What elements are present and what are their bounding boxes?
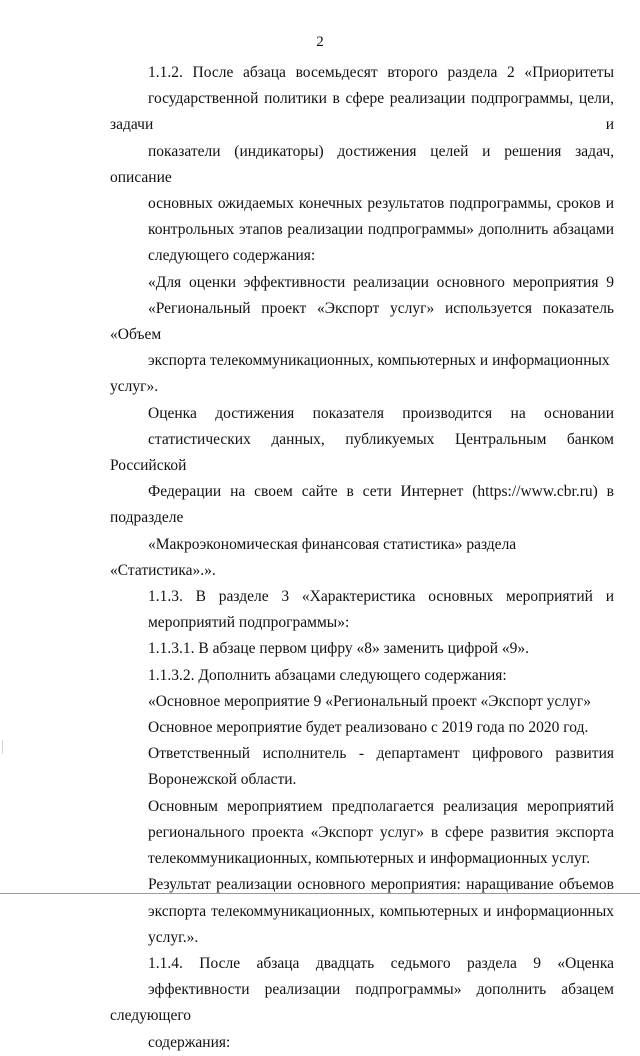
- paragraph-indicator-assessment: [110, 401, 614, 584]
- page-bottom-edge: [0, 893, 640, 894]
- paragraph-main-activity-9: [110, 689, 614, 715]
- text-line: показатели (индикаторы) достижения целей и решения задач, описание: [110, 142, 614, 186]
- text-line: экспорта телекоммуникационных, компьютерных и информационных: [148, 902, 614, 920]
- text-line: регионального проекта «Экспорт услуг» в сфере развития экспорта: [148, 823, 614, 841]
- text-line: «Макроэкономическая финансовая статистика» раздела «Статистика».».: [110, 535, 517, 579]
- text-line: «Основное мероприятие 9 «Региональный проект «Экспорт услуг»: [148, 692, 592, 710]
- text-line: Оценка достижения показателя производится на основании: [148, 404, 614, 422]
- text-line: основных ожидаемых конечных результатов подпрограммы, сроков и: [148, 195, 614, 213]
- paragraph-1-1-4: [110, 951, 614, 1056]
- text-line: экспорта телекоммуникационных, компьютерных и информационных услуг».: [110, 352, 610, 396]
- text-line: 1.1.2. После абзаца восемьдесят второго раздела 2 «Приоритеты: [148, 64, 614, 81]
- document-body: [110, 60, 614, 1056]
- page-number: 2: [316, 34, 324, 50]
- text-line: эффективности реализации подпрограммы» дополнить абзацем следующего: [110, 981, 614, 1025]
- paragraph-responsible-executor: [110, 741, 614, 793]
- text-line: мероприятий подпрограммы»:: [148, 614, 350, 632]
- text-line: 1.1.3.1. В абзаце первом цифру «8» заменить цифрой «9».: [148, 640, 530, 658]
- text-line: «Для оценки эффективности реализации основного мероприятия 9: [148, 273, 614, 291]
- paragraph-1-1-3-2: [110, 663, 614, 689]
- text-line: 1.1.3. В разделе 3 «Характеристика основных мероприятий и: [148, 588, 614, 606]
- paragraph-activity-scope: [110, 794, 614, 873]
- text-line: телекоммуникационных, компьютерных и информационных услуг.: [148, 850, 591, 868]
- paragraph-1-1-3: [110, 584, 614, 636]
- text-line: контрольных этапов реализации подпрограммы» дополнить абзацами: [148, 221, 614, 239]
- paragraph-indicator-intro: [110, 270, 614, 401]
- text-line: статистических данных, публикуемых Центральным банком Российской: [110, 430, 614, 475]
- text-line: Результат реализации основного мероприятия: наращивание объемов: [148, 876, 614, 894]
- text-line: следующего содержания:: [148, 247, 316, 265]
- text-line: услуг.».: [148, 928, 199, 946]
- text-line: государственной политики в сфере реализации подпрограммы, цели, задачи и: [110, 90, 614, 134]
- text-line: Воронежской области.: [148, 771, 297, 789]
- text-line: Федерации на своем сайте в сети Интернет (https://www.cbr.ru) в подразделе: [110, 483, 614, 527]
- paragraph-1-1-3-1: [110, 636, 614, 662]
- scan-margin-mark: [2, 740, 3, 754]
- paragraph-1-1-2: [110, 60, 614, 270]
- text-line: 1.1.3.2. Дополнить абзацами следующего содержания:: [148, 666, 507, 684]
- paragraph-activity-period: [110, 715, 614, 741]
- text-line: 1.1.4. После абзаца двадцать седьмого раздела 9 «Оценка: [148, 954, 614, 972]
- text-line: содержания:: [148, 1033, 231, 1051]
- text-line: Ответственный исполнитель - департамент цифрового развития: [148, 745, 614, 763]
- paragraph-activity-result: [110, 872, 614, 951]
- text-line: Основным мероприятием предполагается реализация мероприятий: [148, 797, 614, 815]
- text-line: «Региональный проект «Экспорт услуг» используется показатель «Объем: [110, 299, 614, 344]
- text-line: Основное мероприятие будет реализовано с 2019 года по 2020 год.: [148, 719, 589, 737]
